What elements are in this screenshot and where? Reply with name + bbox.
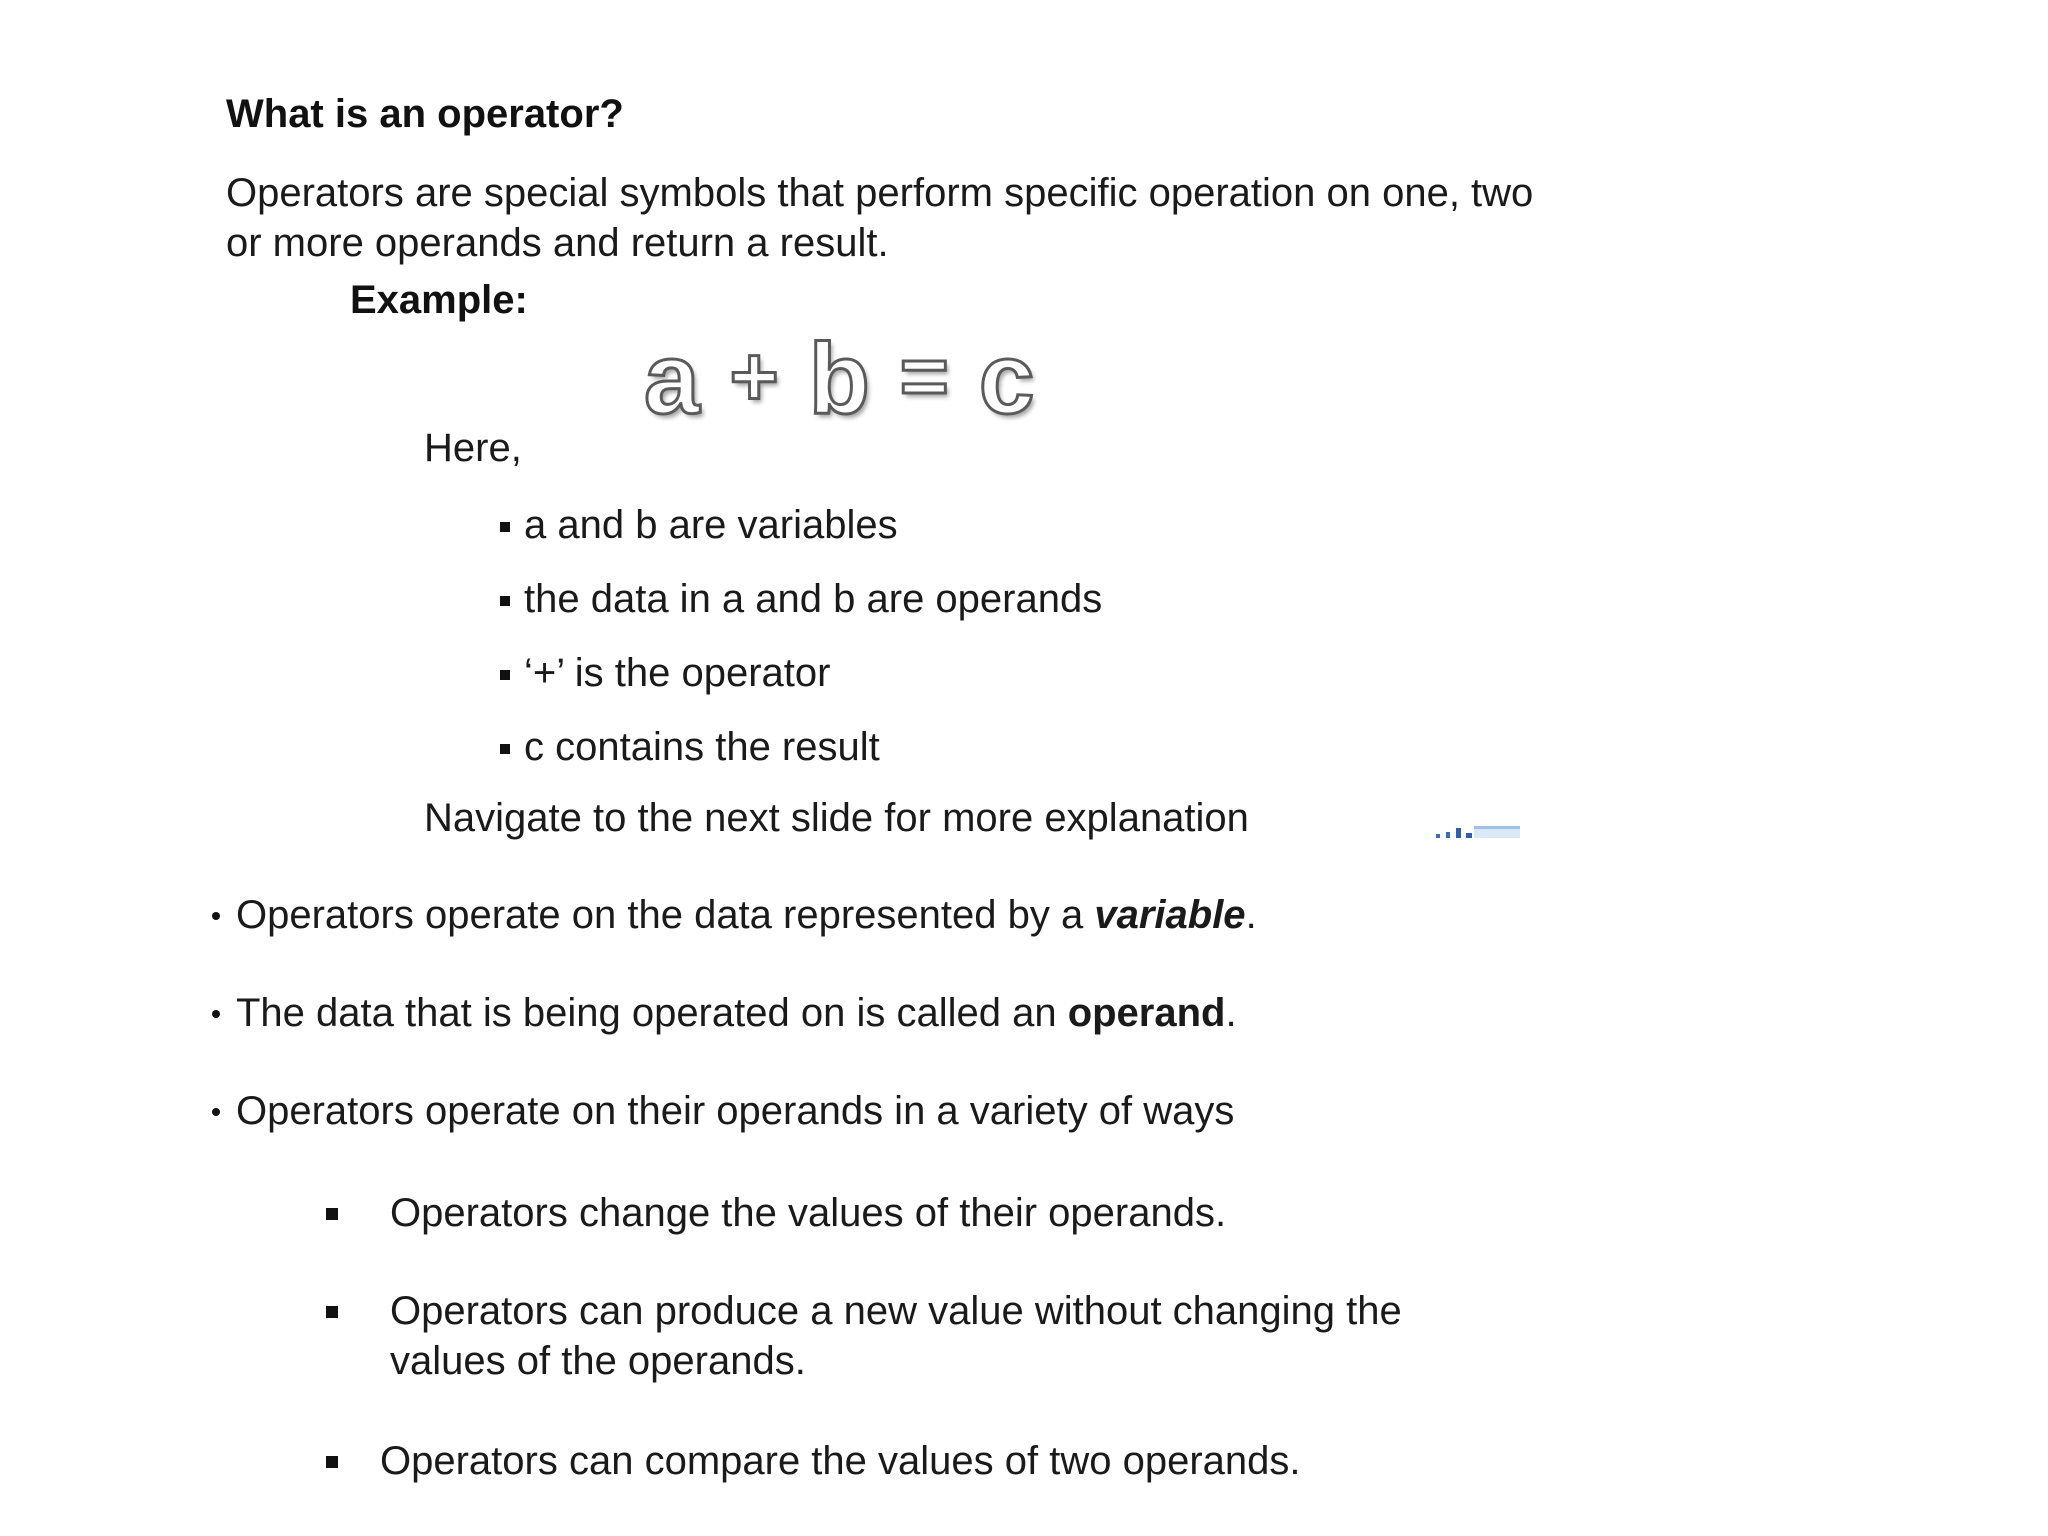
list-item bbox=[500, 500, 1102, 574]
list-item bbox=[326, 1286, 1530, 1436]
example-label: Example: bbox=[350, 278, 528, 322]
square-bullet-icon bbox=[326, 1306, 338, 1318]
list-item-text: Operators operate on their operands in a variety of ways bbox=[236, 1089, 1235, 1133]
page-heading: What is an operator? bbox=[226, 92, 624, 136]
list-item-text: ‘+’ is the operator bbox=[524, 651, 831, 695]
equation-equals: = bbox=[899, 329, 957, 423]
here-label: Here, bbox=[424, 426, 522, 470]
bullet-dot-icon bbox=[212, 912, 220, 920]
list-item bbox=[212, 1086, 1257, 1184]
emphasis-operand: operand bbox=[1067, 991, 1226, 1035]
square-bullet-icon bbox=[326, 1208, 338, 1220]
list-item bbox=[500, 574, 1102, 648]
emphasis-variable: variable bbox=[1094, 893, 1246, 937]
square-bullet-icon bbox=[500, 596, 510, 606]
list-item bbox=[500, 722, 1102, 796]
list-item-text: The data that is being operated on is called an operand. bbox=[236, 991, 1237, 1035]
list-item bbox=[326, 1188, 1530, 1286]
equation-result-c: c bbox=[978, 323, 1043, 435]
list-item bbox=[500, 648, 1102, 722]
equation-operand-b: b bbox=[808, 323, 878, 435]
list-item bbox=[212, 988, 1257, 1086]
list-item bbox=[326, 1436, 1530, 1486]
operator-ways-list bbox=[326, 1188, 1530, 1486]
list-item-text: Operators can compare the values of two operands. bbox=[380, 1439, 1301, 1483]
list-item-text: a and b are variables bbox=[524, 503, 898, 547]
example-explanation-list bbox=[500, 500, 1102, 796]
square-bullet-icon bbox=[500, 670, 510, 680]
slide-decoration-icon bbox=[1436, 826, 1520, 838]
square-bullet-icon bbox=[500, 522, 510, 532]
list-item-text: c contains the result bbox=[524, 725, 880, 769]
navigate-hint: Navigate to the next slide for more explanation bbox=[424, 796, 1249, 840]
operator-facts-list bbox=[212, 890, 1257, 1184]
bullet-dot-icon bbox=[212, 1108, 220, 1116]
equation-plus: + bbox=[729, 329, 787, 423]
list-item-text: the data in a and b are operands bbox=[524, 577, 1103, 621]
example-equation bbox=[644, 322, 1064, 437]
list-item-text: Operators change the values of their operands. bbox=[390, 1191, 1227, 1235]
bullet-dot-icon bbox=[212, 1010, 220, 1018]
intro-paragraph: Operators are special symbols that perform specific operation on one, two or more operands and return a result. bbox=[226, 171, 1534, 265]
square-bullet-icon bbox=[500, 744, 510, 754]
equation-operand-a: a bbox=[644, 323, 708, 435]
square-bullet-icon bbox=[326, 1456, 338, 1468]
list-item-text: Operators can produce a new value without changing the values of the operands. bbox=[390, 1289, 1402, 1383]
list-item-text: Operators operate on the data represented by a variable. bbox=[236, 893, 1257, 937]
list-item bbox=[212, 890, 1257, 988]
